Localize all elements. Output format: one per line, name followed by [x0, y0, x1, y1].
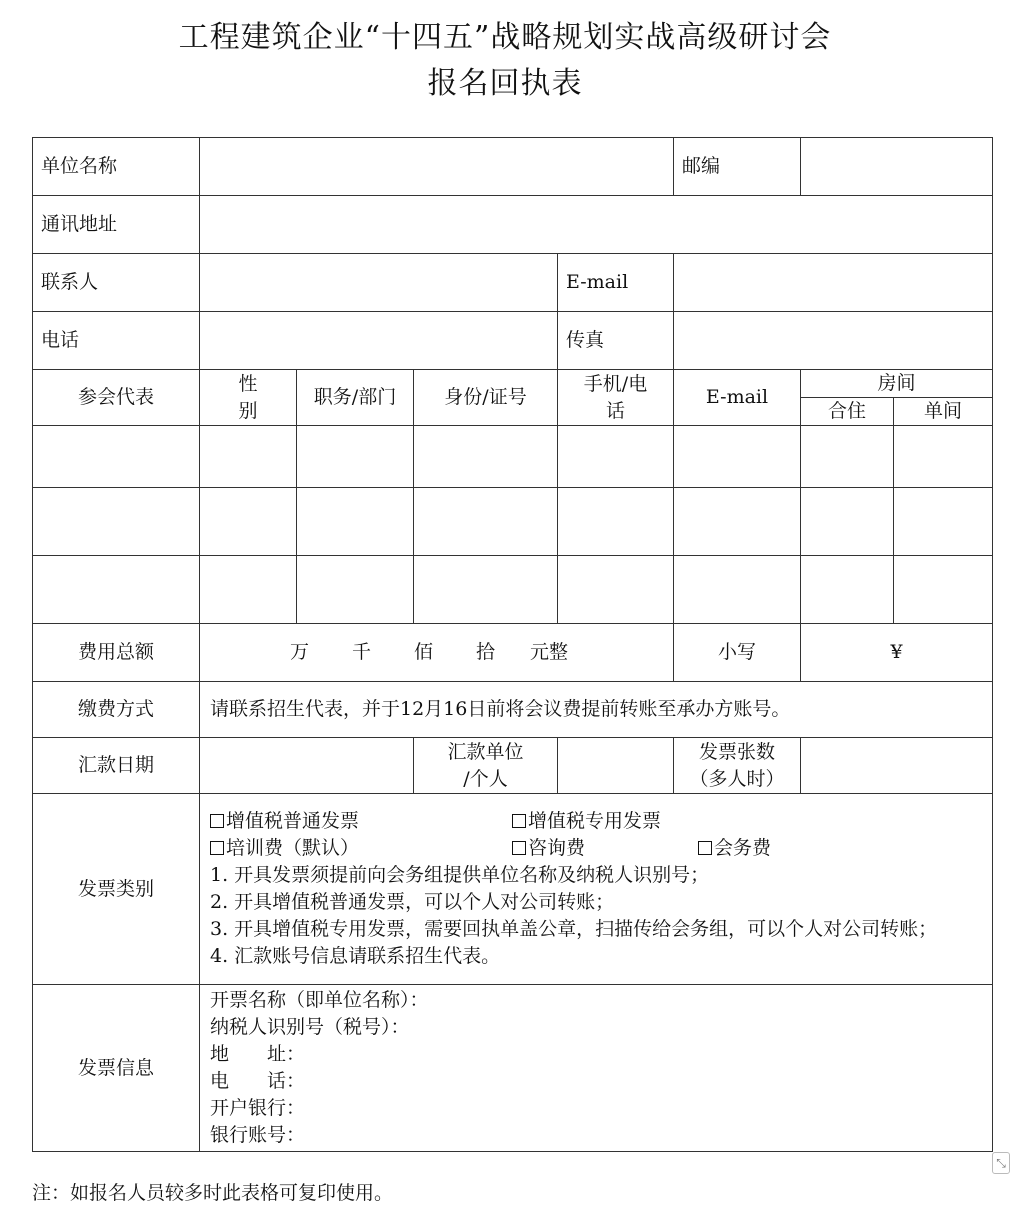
- attendee-cell[interactable]: [33, 488, 200, 556]
- attendee-cell[interactable]: [33, 426, 200, 488]
- invoice-note-4: 4. 汇款账号信息请联系招生代表。: [210, 945, 501, 967]
- invoice-count-label: [674, 738, 801, 794]
- invoice-field-tax-id[interactable]: 纳税人识别号（税号）：: [210, 1016, 410, 1038]
- invoice-field-phone[interactable]: 电 话：: [210, 1070, 306, 1092]
- invoice-field-account[interactable]: 银行账号：: [210, 1124, 306, 1146]
- document-subtitle: 报名回执表: [427, 66, 583, 101]
- invoice-type-label: 发票类别: [33, 794, 200, 985]
- attendee-row: [33, 556, 993, 624]
- invoice-option-normal-vat[interactable]: 增值税普通发票: [210, 808, 512, 835]
- attendee-cell[interactable]: [674, 488, 801, 556]
- room-header: 房间: [801, 370, 993, 398]
- payment-method-text: 请联系招生代表，并于12月16日前将会议费提前转账至承办方账号。: [200, 682, 993, 738]
- attendee-cell[interactable]: [894, 556, 993, 624]
- email-header: E-mail: [674, 370, 801, 426]
- invoice-note-1: 1. 开具发票须提前向会务组提供单位名称及纳税人识别号；: [210, 864, 710, 886]
- fee-total-label: 费用总额: [33, 624, 200, 682]
- postcode-field[interactable]: [801, 138, 993, 196]
- resize-handle-icon[interactable]: ⤡: [992, 1152, 1010, 1174]
- invoice-field-name[interactable]: 开票名称（即单位名称）：: [210, 989, 429, 1011]
- invoice-type-content: [200, 794, 993, 985]
- invoice-count-line1: 发票张数: [698, 740, 775, 763]
- remit-unit-field[interactable]: [558, 738, 674, 794]
- address-label: 通讯地址: [33, 196, 200, 254]
- checkbox-icon[interactable]: [512, 841, 526, 855]
- attendee-row: [33, 426, 993, 488]
- unit-name-field[interactable]: [200, 138, 674, 196]
- invoice-info-content: [200, 985, 993, 1152]
- attendee-cell[interactable]: [894, 426, 993, 488]
- gender-header-line2: 别: [238, 399, 258, 422]
- attendee-cell[interactable]: [414, 488, 558, 556]
- mobile-header: [558, 370, 674, 426]
- unit-yuan: 元整: [530, 641, 569, 663]
- checkbox-icon[interactable]: [210, 814, 224, 828]
- invoice-note-3: 3. 开具增值税专用发票，需要回执单盖公章，扫描传给会务组，可以个人对公司转账；: [210, 918, 938, 940]
- attendee-cell[interactable]: [558, 488, 674, 556]
- gender-header-line1: 性: [238, 372, 258, 395]
- attendee-cell[interactable]: [558, 426, 674, 488]
- single-room-header: 单间: [894, 398, 993, 426]
- remit-date-label: 汇款日期: [33, 738, 200, 794]
- attendee-cell[interactable]: [297, 426, 414, 488]
- attendee-cell[interactable]: [674, 426, 801, 488]
- checkbox-icon[interactable]: [698, 841, 712, 855]
- phone-field[interactable]: [200, 312, 558, 370]
- position-header: 职务/部门: [297, 370, 414, 426]
- remit-unit-label: [414, 738, 558, 794]
- phone-label: 电话: [33, 312, 200, 370]
- attendee-cell[interactable]: [894, 488, 993, 556]
- email-label: E-mail: [558, 254, 674, 312]
- attendee-cell[interactable]: [801, 488, 894, 556]
- unit-name-label: 单位名称: [33, 138, 200, 196]
- checkbox-icon[interactable]: [512, 814, 526, 828]
- registration-form: [32, 137, 993, 1152]
- unit-qian: 千: [352, 641, 372, 663]
- invoice-option-special-vat[interactable]: 增值税专用发票: [512, 808, 661, 835]
- mobile-header-line1: 手机/电: [583, 372, 648, 395]
- attendee-cell[interactable]: [297, 488, 414, 556]
- attendee-cell[interactable]: [414, 556, 558, 624]
- fax-label: 传真: [558, 312, 674, 370]
- invoice-option-training-fee[interactable]: 培训费（默认）: [210, 835, 512, 862]
- remit-unit-line1: 汇款单位: [447, 740, 524, 763]
- attendee-row: [33, 488, 993, 556]
- attendee-cell[interactable]: [414, 426, 558, 488]
- attendee-cell[interactable]: [33, 556, 200, 624]
- unit-shi: 拾: [476, 641, 496, 663]
- fax-field[interactable]: [674, 312, 993, 370]
- lowercase-amount-field[interactable]: ¥: [801, 624, 993, 682]
- unit-wan: 万: [290, 641, 310, 663]
- invoice-info-label: 发票信息: [33, 985, 200, 1152]
- email-field[interactable]: [674, 254, 993, 312]
- fee-amount-field[interactable]: [200, 624, 674, 682]
- shared-room-header: 合住: [801, 398, 894, 426]
- payment-method-label: 缴费方式: [33, 682, 200, 738]
- contact-label: 联系人: [33, 254, 200, 312]
- attendee-cell[interactable]: [674, 556, 801, 624]
- lowercase-label: 小写: [674, 624, 801, 682]
- address-field[interactable]: [200, 196, 993, 254]
- unit-bai: 佰: [414, 641, 434, 663]
- rep-header: 参会代表: [33, 370, 200, 426]
- checkbox-icon[interactable]: [210, 841, 224, 855]
- document-title: 工程建筑企业“十四五”战略规划实战高级研讨会: [178, 20, 832, 55]
- invoice-field-address[interactable]: 地 址：: [210, 1043, 306, 1065]
- invoice-count-line2: （多人时）: [689, 767, 785, 790]
- remit-unit-line2: /个人: [463, 767, 508, 790]
- remit-date-field[interactable]: [200, 738, 414, 794]
- invoice-count-field[interactable]: [801, 738, 993, 794]
- postcode-label: 邮编: [674, 138, 801, 196]
- gender-header: [200, 370, 297, 426]
- id-header: 身份/证号: [414, 370, 558, 426]
- invoice-option-conference-fee[interactable]: 会务费: [698, 835, 771, 862]
- invoice-note-2: 2. 开具增值税普通发票，可以个人对公司转账；: [210, 891, 615, 913]
- contact-field[interactable]: [200, 254, 558, 312]
- attendee-cell[interactable]: [801, 556, 894, 624]
- attendee-cell[interactable]: [297, 556, 414, 624]
- attendee-cell[interactable]: [558, 556, 674, 624]
- attendee-cell[interactable]: [200, 426, 297, 488]
- attendee-cell[interactable]: [200, 488, 297, 556]
- invoice-option-consulting-fee[interactable]: 咨询费: [512, 835, 698, 862]
- footer-note: 注：如报名人员较多时此表格可复印使用。: [32, 1182, 394, 1204]
- invoice-field-bank[interactable]: 开户银行：: [210, 1097, 306, 1119]
- mobile-header-line2: 话: [605, 399, 625, 422]
- attendee-cell[interactable]: [200, 556, 297, 624]
- attendee-cell[interactable]: [801, 426, 894, 488]
